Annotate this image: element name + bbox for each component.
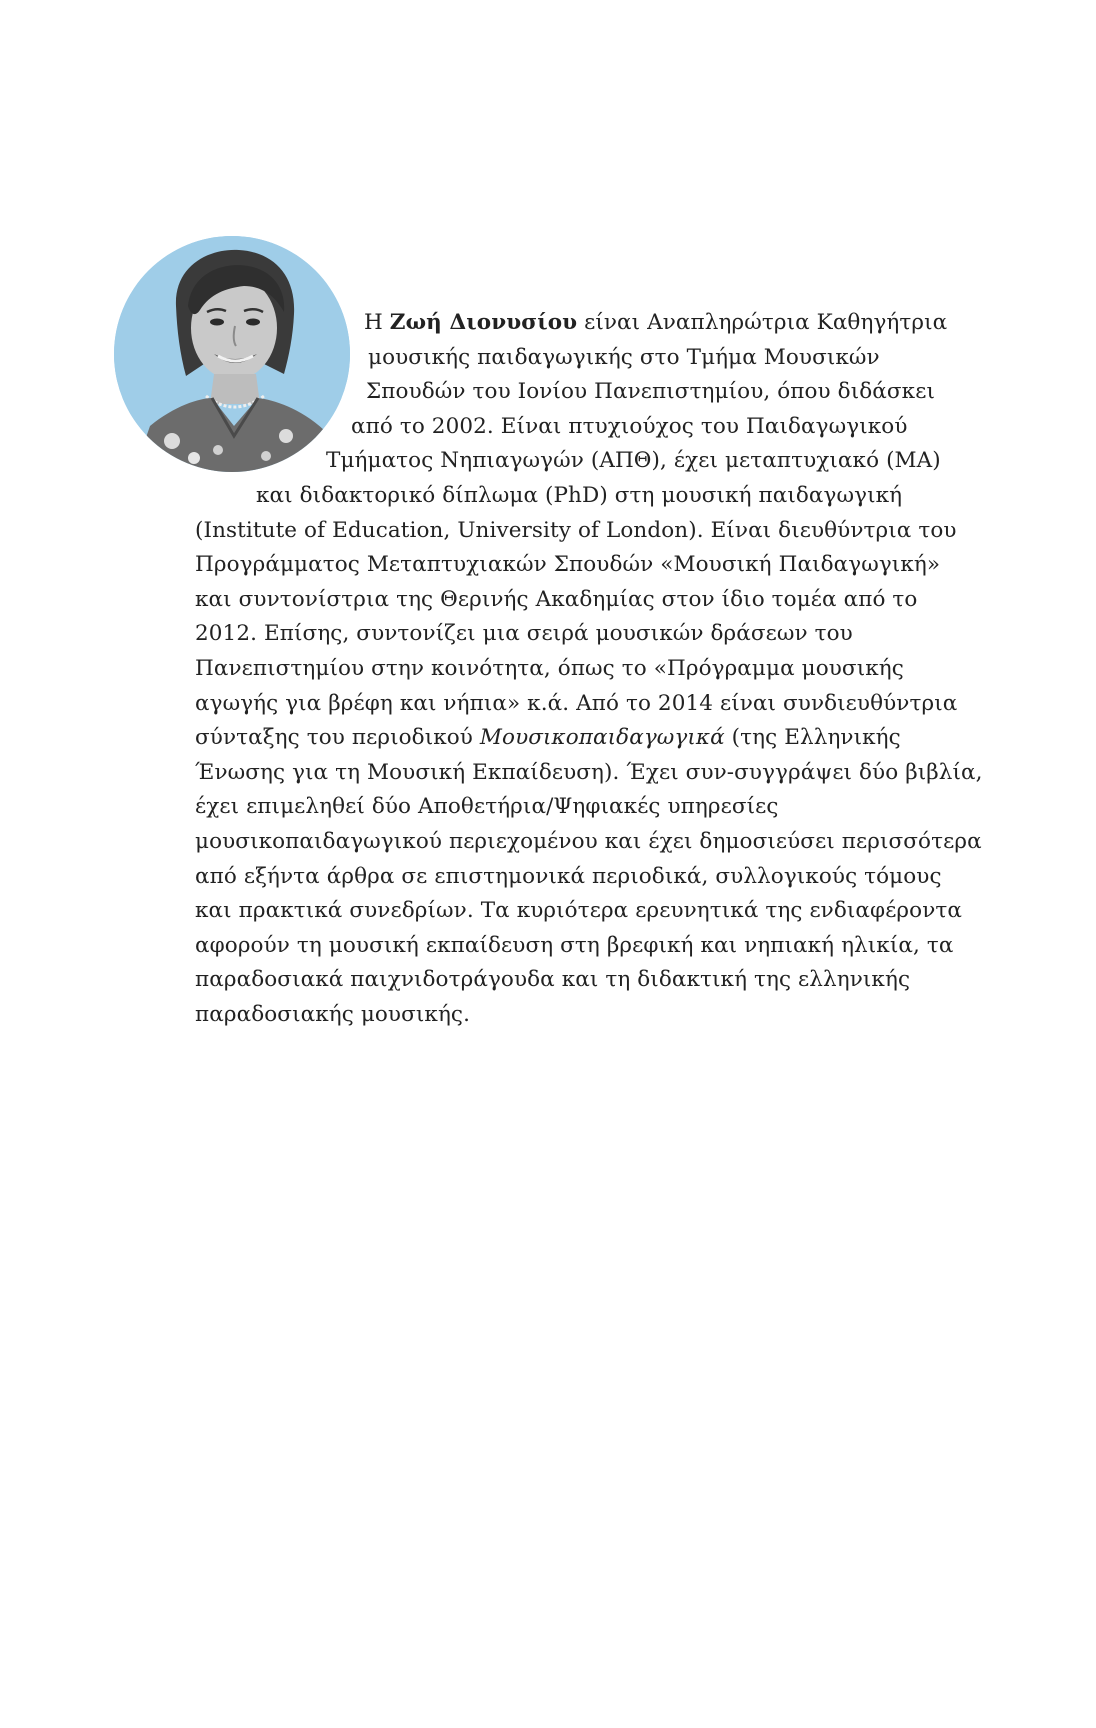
bio-line-17: από εξήντα άρθρα σε επιστημονικά περιοδικά, συλλογικούς τόμους — [195, 863, 942, 889]
bio-line-20: παραδοσιακά παιχνιδοτράγουδα και τη διδακτική της ελληνικής — [195, 967, 911, 993]
bio-line-1-rest: είναι Αναπληρώτρια Καθηγήτρια — [577, 310, 948, 335]
bio-line-13 — [195, 721, 901, 756]
bio-line-21: παραδοσιακής μουσικής. — [195, 1002, 471, 1027]
bio-line-10: 2012. Επίσης, συντονίζει μια σειρά μουσικών δράσεων του — [195, 621, 853, 647]
bio-line-6: και διδακτορικό δίπλωμα (PhD) στη μουσική παιδαγωγική — [256, 483, 903, 508]
bio-line-8: Προγράμματος Μεταπτυχιακών Σπουδών «Μουσική Παιδαγωγική» — [195, 552, 941, 578]
bio-line-12: αγωγής για βρέφη και νήπια» κ.ά. Από το 2014 είναι συνδιευθύντρια — [195, 690, 958, 716]
bio-line-1 — [364, 306, 947, 341]
bio-line-14: Ένωσης για τη Μουσική Εκπαίδευση). Έχει συν-συγγράψει δύο βιβλία, — [195, 759, 983, 785]
bio-line-15: έχει επιμεληθεί δύο Αποθετήρια/Ψηφιακές υπηρεσίες — [195, 794, 779, 820]
bio-line-4: από το 2002. Είναι πτυχιούχος του Παιδαγωγικού — [351, 413, 908, 439]
bio-line-13-post: (της Ελληνικής — [724, 725, 901, 751]
bio-line-19: αφορούν τη μουσική εκπαίδευση στη βρεφική και νηπιακή ηλικία, τα — [195, 932, 954, 958]
bio-line-7: (Institute of Education, University of London). Είναι διευθύντρια του — [195, 517, 957, 543]
author-portrait-photo — [114, 236, 350, 472]
author-name: Ζωή Διονυσίου — [389, 310, 578, 335]
bio-line-2: μουσικής παιδαγωγικής στο Τμήμα Μουσικών — [368, 344, 880, 370]
bio-line-18: και πρακτικά συνεδρίων. Τα κυριότερα ερευνητικά της ενδιαφέροντα — [195, 898, 963, 924]
intro-prefix: Η — [364, 310, 390, 335]
bio-line-16: μουσικοπαιδαγωγικού περιεχομένου και έχει δημοσιεύσει περισσότερα — [195, 829, 982, 854]
bio-line-9: και συντονίστρια της Θερινής Ακαδημίας στον ίδιο τομέα από το — [195, 586, 918, 612]
bio-line-3: Σπουδών του Ιονίου Πανεπιστημίου, όπου διδάσκει — [366, 379, 935, 405]
bio-line-5: Τμήματος Νηπιαγωγών (ΑΠΘ), έχει μεταπτυχιακό (MA) — [326, 448, 941, 474]
bio-line-13-pre: σύνταξης του περιοδικού — [195, 725, 480, 751]
journal-title: Μουσικοπαιδαγωγικά — [479, 725, 725, 751]
bio-line-11: Πανεπιστημίου στην κοινότητα, όπως το «Πρόγραμμα μουσικής — [195, 656, 904, 681]
